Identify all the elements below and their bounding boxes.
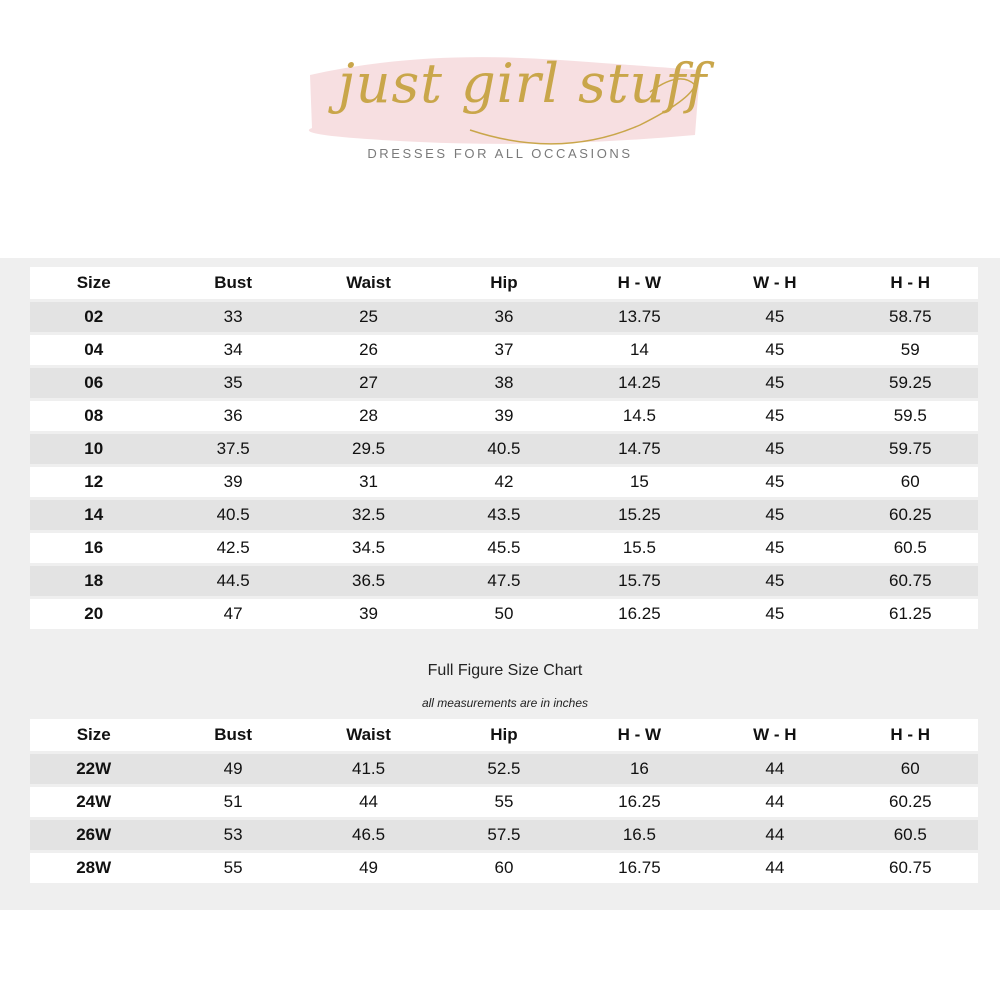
column-header: H - H	[843, 267, 978, 299]
table-row	[30, 467, 978, 497]
table-row	[30, 599, 978, 629]
size-cell: 10	[30, 434, 165, 464]
table-row	[30, 368, 978, 398]
size-cell: 08	[30, 401, 165, 431]
measurement-cell: 59.25	[843, 368, 978, 398]
measurement-cell: 15.75	[572, 566, 707, 596]
measurement-cell: 59.75	[843, 434, 978, 464]
measurement-cell: 34	[165, 335, 300, 365]
table-row	[30, 754, 978, 784]
size-cell: 28W	[30, 853, 165, 883]
measurement-cell: 15	[572, 467, 707, 497]
measurement-cell: 49	[301, 853, 436, 883]
measurement-cell: 45	[707, 566, 842, 596]
measurement-cell: 39	[301, 599, 436, 629]
column-header: Bust	[165, 267, 300, 299]
table-row	[30, 820, 978, 850]
measurement-cell: 46.5	[301, 820, 436, 850]
measurement-cell: 50	[436, 599, 571, 629]
measurement-cell: 49	[165, 754, 300, 784]
measurement-cell: 36	[165, 401, 300, 431]
measurement-cell: 60.25	[843, 787, 978, 817]
size-cell: 18	[30, 566, 165, 596]
table-header-row	[30, 719, 978, 751]
measurement-cell: 60.75	[843, 853, 978, 883]
measurement-cell: 43.5	[436, 500, 571, 530]
measurement-cell: 40.5	[436, 434, 571, 464]
column-header: Size	[30, 719, 165, 751]
table-row	[30, 434, 978, 464]
measurement-cell: 47	[165, 599, 300, 629]
measurement-cell: 45	[707, 434, 842, 464]
size-cell: 16	[30, 533, 165, 563]
size-cell: 06	[30, 368, 165, 398]
size-cell: 24W	[30, 787, 165, 817]
measurement-cell: 40.5	[165, 500, 300, 530]
measurement-cell: 14.5	[572, 401, 707, 431]
full-figure-size-table	[30, 716, 978, 886]
column-header: H - W	[572, 267, 707, 299]
column-header: W - H	[707, 267, 842, 299]
measurement-cell: 16.25	[572, 787, 707, 817]
full-figure-title: Full Figure Size Chart	[427, 662, 583, 679]
measurement-cell: 44	[707, 754, 842, 784]
measurement-cell: 44	[301, 787, 436, 817]
measurement-cell: 39	[436, 401, 571, 431]
measurement-cell: 59.5	[843, 401, 978, 431]
measurement-cell: 35	[165, 368, 300, 398]
size-cell: 20	[30, 599, 165, 629]
measurement-cell: 44	[707, 853, 842, 883]
size-cell: 26W	[30, 820, 165, 850]
measurement-cell: 60	[436, 853, 571, 883]
measurement-cell: 57.5	[436, 820, 571, 850]
measurement-cell: 60.5	[843, 820, 978, 850]
measurement-cell: 14.25	[572, 368, 707, 398]
measurement-cell: 52.5	[436, 754, 571, 784]
measurement-cell: 13.75	[572, 302, 707, 332]
measurement-cell: 53	[165, 820, 300, 850]
measurement-cell: 45	[707, 467, 842, 497]
measurement-cell: 14.75	[572, 434, 707, 464]
measurement-cell: 60.25	[843, 500, 978, 530]
measurement-cell: 41.5	[301, 754, 436, 784]
logo-wordmark: just girl stuff	[338, 52, 708, 115]
measurement-cell: 36	[436, 302, 571, 332]
measurement-cell: 33	[165, 302, 300, 332]
measurement-cell: 16.5	[572, 820, 707, 850]
measurement-cell: 38	[436, 368, 571, 398]
measurement-cell: 27	[301, 368, 436, 398]
measurement-cell: 45	[707, 599, 842, 629]
measurement-cell: 60.5	[843, 533, 978, 563]
measurement-cell: 44	[707, 787, 842, 817]
column-header: Hip	[436, 267, 571, 299]
table-row	[30, 787, 978, 817]
table-row	[30, 401, 978, 431]
measurement-cell: 15.25	[572, 500, 707, 530]
size-cell: 04	[30, 335, 165, 365]
measurement-cell: 42.5	[165, 533, 300, 563]
column-header: Waist	[301, 267, 436, 299]
table-row	[30, 853, 978, 883]
measurement-cell: 44	[707, 820, 842, 850]
measurement-cell: 58.75	[843, 302, 978, 332]
measurement-cell: 15.5	[572, 533, 707, 563]
column-header: Waist	[301, 719, 436, 751]
measurement-cell: 26	[301, 335, 436, 365]
column-header: Bust	[165, 719, 300, 751]
table-row	[30, 566, 978, 596]
size-cell: 02	[30, 302, 165, 332]
measurement-cell: 55	[165, 853, 300, 883]
table-row	[30, 302, 978, 332]
table-row	[30, 533, 978, 563]
measurement-cell: 51	[165, 787, 300, 817]
table-row	[30, 335, 978, 365]
measurement-cell: 29.5	[301, 434, 436, 464]
table-row	[30, 500, 978, 530]
measurement-cell: 60	[843, 467, 978, 497]
measurement-cell: 16.25	[572, 599, 707, 629]
measurement-cell: 55	[436, 787, 571, 817]
measurement-cell: 37	[436, 335, 571, 365]
tagline: DRESSES FOR ALL OCCASIONS	[367, 146, 633, 161]
measurement-cell: 16	[572, 754, 707, 784]
size-cell: 14	[30, 500, 165, 530]
measurement-cell: 14	[572, 335, 707, 365]
measurement-cell: 32.5	[301, 500, 436, 530]
measurement-cell: 28	[301, 401, 436, 431]
column-header: H - H	[843, 719, 978, 751]
measurement-cell: 45	[707, 335, 842, 365]
measurement-cell: 45.5	[436, 533, 571, 563]
measurement-cell: 31	[301, 467, 436, 497]
measurement-cell: 45	[707, 368, 842, 398]
measurement-cell: 44.5	[165, 566, 300, 596]
column-header: H - W	[572, 719, 707, 751]
measurement-cell: 47.5	[436, 566, 571, 596]
table-header-row	[30, 267, 978, 299]
measurement-cell: 16.75	[572, 853, 707, 883]
measurement-cell: 39	[165, 467, 300, 497]
measurement-note: all measurements are in inches	[421, 696, 589, 710]
measurement-cell: 61.25	[843, 599, 978, 629]
measurement-cell: 45	[707, 302, 842, 332]
column-header: Hip	[436, 719, 571, 751]
measurement-cell: 37.5	[165, 434, 300, 464]
measurement-cell: 34.5	[301, 533, 436, 563]
measurement-cell: 36.5	[301, 566, 436, 596]
measurement-cell: 45	[707, 401, 842, 431]
measurement-cell: 42	[436, 467, 571, 497]
measurement-cell: 45	[707, 533, 842, 563]
standard-size-table	[30, 264, 978, 632]
size-cell: 22W	[30, 754, 165, 784]
measurement-cell: 60	[843, 754, 978, 784]
size-cell: 12	[30, 467, 165, 497]
measurement-cell: 60.75	[843, 566, 978, 596]
measurement-cell: 59	[843, 335, 978, 365]
column-header: Size	[30, 267, 165, 299]
column-header: W - H	[707, 719, 842, 751]
measurement-cell: 25	[301, 302, 436, 332]
measurement-cell: 45	[707, 500, 842, 530]
